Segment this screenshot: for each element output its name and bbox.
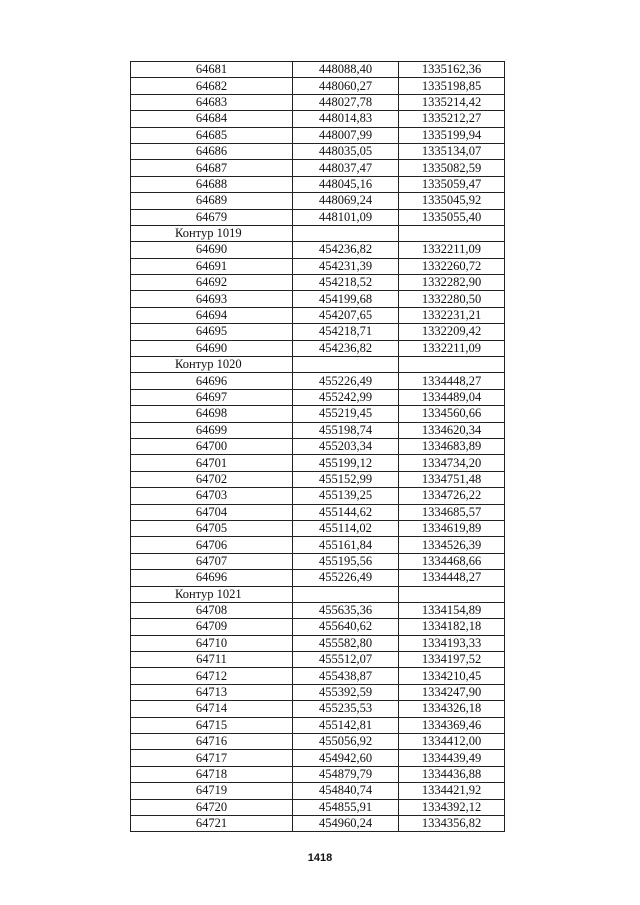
point-number-cell: 64695 (131, 324, 293, 340)
point-number-cell: 64685 (131, 127, 293, 143)
point-number-cell: 64694 (131, 307, 293, 323)
x-coordinate-cell: 448045,16 (293, 176, 399, 192)
empty-cell (399, 586, 505, 602)
y-coordinate-cell: 1334326,18 (399, 701, 505, 717)
y-coordinate-cell: 1335199,94 (399, 127, 505, 143)
coordinates-table (130, 61, 505, 832)
point-number-cell: 64683 (131, 94, 293, 110)
x-coordinate-cell: 448037,47 (293, 160, 399, 176)
table-row (131, 324, 505, 340)
point-number-cell: 64703 (131, 488, 293, 504)
page-number: 1418 (307, 852, 333, 864)
point-number-cell: 64679 (131, 209, 293, 225)
y-coordinate-cell: 1334154,89 (399, 602, 505, 618)
y-coordinate-cell: 1334620,34 (399, 422, 505, 438)
point-number-cell: 64684 (131, 111, 293, 127)
x-coordinate-cell: 455203,34 (293, 438, 399, 454)
table-row (131, 734, 505, 750)
y-coordinate-cell: 1334726,22 (399, 488, 505, 504)
empty-cell (293, 225, 399, 241)
table-row (131, 291, 505, 307)
point-number-cell: 64713 (131, 684, 293, 700)
point-number-cell: 64690 (131, 340, 293, 356)
contour-label: Контур 1021 (131, 586, 293, 602)
y-coordinate-cell: 1335134,07 (399, 143, 505, 159)
point-number-cell: 64709 (131, 619, 293, 635)
x-coordinate-cell: 454207,65 (293, 307, 399, 323)
y-coordinate-cell: 1334421,92 (399, 783, 505, 799)
table-row (131, 389, 505, 405)
y-coordinate-cell: 1334197,52 (399, 652, 505, 668)
table-row (131, 242, 505, 258)
table-row (131, 668, 505, 684)
point-number-cell: 64700 (131, 438, 293, 454)
y-coordinate-cell: 1335082,59 (399, 160, 505, 176)
table-row (131, 750, 505, 766)
x-coordinate-cell: 455226,49 (293, 570, 399, 586)
x-coordinate-cell: 455219,45 (293, 406, 399, 422)
table-row (131, 471, 505, 487)
y-coordinate-cell: 1334734,20 (399, 455, 505, 471)
point-number-cell: 64681 (131, 62, 293, 78)
point-number-cell: 64699 (131, 422, 293, 438)
table-row (131, 275, 505, 291)
table-row (131, 553, 505, 569)
x-coordinate-cell: 448035,05 (293, 143, 399, 159)
table-row (131, 160, 505, 176)
coordinates-table-body (131, 62, 505, 832)
point-number-cell: 64693 (131, 291, 293, 307)
table-row (131, 570, 505, 586)
table-row (131, 422, 505, 438)
x-coordinate-cell: 448014,83 (293, 111, 399, 127)
x-coordinate-cell: 455198,74 (293, 422, 399, 438)
y-coordinate-cell: 1334751,48 (399, 471, 505, 487)
y-coordinate-cell: 1334489,04 (399, 389, 505, 405)
empty-cell (399, 357, 505, 373)
x-coordinate-cell: 455226,49 (293, 373, 399, 389)
y-coordinate-cell: 1332231,21 (399, 307, 505, 323)
table-row (131, 652, 505, 668)
point-number-cell: 64711 (131, 652, 293, 668)
y-coordinate-cell: 1334685,57 (399, 504, 505, 520)
point-number-cell: 64692 (131, 275, 293, 291)
x-coordinate-cell: 455199,12 (293, 455, 399, 471)
table-row (131, 766, 505, 782)
x-coordinate-cell: 454236,82 (293, 242, 399, 258)
point-number-cell: 64682 (131, 78, 293, 94)
table-row (131, 455, 505, 471)
y-coordinate-cell: 1334247,90 (399, 684, 505, 700)
y-coordinate-cell: 1335212,27 (399, 111, 505, 127)
contour-label: Контур 1019 (131, 225, 293, 241)
x-coordinate-cell: 454236,82 (293, 340, 399, 356)
y-coordinate-cell: 1332209,42 (399, 324, 505, 340)
point-number-cell: 64690 (131, 242, 293, 258)
x-coordinate-cell: 455144,62 (293, 504, 399, 520)
contour-header-row (131, 586, 505, 602)
y-coordinate-cell: 1334448,27 (399, 570, 505, 586)
table-row (131, 94, 505, 110)
x-coordinate-cell: 455195,56 (293, 553, 399, 569)
empty-cell (293, 357, 399, 373)
y-coordinate-cell: 1332282,90 (399, 275, 505, 291)
x-coordinate-cell: 448101,09 (293, 209, 399, 225)
y-coordinate-cell: 1334356,82 (399, 815, 505, 831)
contour-label: Контур 1020 (131, 357, 293, 373)
point-number-cell: 64691 (131, 258, 293, 274)
y-coordinate-cell: 1334436,88 (399, 766, 505, 782)
table-row (131, 635, 505, 651)
table-row (131, 62, 505, 78)
x-coordinate-cell: 454840,74 (293, 783, 399, 799)
y-coordinate-cell: 1335045,92 (399, 193, 505, 209)
x-coordinate-cell: 455438,87 (293, 668, 399, 684)
x-coordinate-cell: 454218,52 (293, 275, 399, 291)
point-number-cell: 64704 (131, 504, 293, 520)
y-coordinate-cell: 1334210,45 (399, 668, 505, 684)
table-row (131, 127, 505, 143)
x-coordinate-cell: 455582,80 (293, 635, 399, 651)
x-coordinate-cell: 454231,39 (293, 258, 399, 274)
y-coordinate-cell: 1335214,42 (399, 94, 505, 110)
x-coordinate-cell: 455152,99 (293, 471, 399, 487)
point-number-cell: 64697 (131, 389, 293, 405)
table-row (131, 520, 505, 536)
x-coordinate-cell: 454199,68 (293, 291, 399, 307)
table-row (131, 783, 505, 799)
y-coordinate-cell: 1332260,72 (399, 258, 505, 274)
y-coordinate-cell: 1334683,89 (399, 438, 505, 454)
x-coordinate-cell: 454942,60 (293, 750, 399, 766)
contour-header-row (131, 357, 505, 373)
table-row (131, 258, 505, 274)
point-number-cell: 64720 (131, 799, 293, 815)
point-number-cell: 64698 (131, 406, 293, 422)
x-coordinate-cell: 455635,36 (293, 602, 399, 618)
table-row (131, 406, 505, 422)
point-number-cell: 64686 (131, 143, 293, 159)
point-number-cell: 64721 (131, 815, 293, 831)
y-coordinate-cell: 1334439,49 (399, 750, 505, 766)
x-coordinate-cell: 455392,59 (293, 684, 399, 700)
point-number-cell: 64687 (131, 160, 293, 176)
point-number-cell: 64715 (131, 717, 293, 733)
table-row (131, 340, 505, 356)
x-coordinate-cell: 455235,53 (293, 701, 399, 717)
y-coordinate-cell: 1334392,12 (399, 799, 505, 815)
y-coordinate-cell: 1334412,00 (399, 734, 505, 750)
table-row (131, 176, 505, 192)
table-row (131, 684, 505, 700)
y-coordinate-cell: 1332280,50 (399, 291, 505, 307)
table-row (131, 193, 505, 209)
x-coordinate-cell: 455242,99 (293, 389, 399, 405)
x-coordinate-cell: 455142,81 (293, 717, 399, 733)
point-number-cell: 64696 (131, 373, 293, 389)
table-row (131, 815, 505, 831)
y-coordinate-cell: 1332211,09 (399, 340, 505, 356)
point-number-cell: 64717 (131, 750, 293, 766)
table-row (131, 209, 505, 225)
x-coordinate-cell: 448069,24 (293, 193, 399, 209)
table-row (131, 488, 505, 504)
y-coordinate-cell: 1335055,40 (399, 209, 505, 225)
empty-cell (293, 586, 399, 602)
table-row (131, 701, 505, 717)
y-coordinate-cell: 1334526,39 (399, 537, 505, 553)
contour-header-row (131, 225, 505, 241)
table-row (131, 799, 505, 815)
empty-cell (399, 225, 505, 241)
table-row (131, 619, 505, 635)
y-coordinate-cell: 1334560,66 (399, 406, 505, 422)
y-coordinate-cell: 1335162,36 (399, 62, 505, 78)
y-coordinate-cell: 1334182,18 (399, 619, 505, 635)
x-coordinate-cell: 454855,91 (293, 799, 399, 815)
y-coordinate-cell: 1334619,89 (399, 520, 505, 536)
x-coordinate-cell: 448088,40 (293, 62, 399, 78)
x-coordinate-cell: 455056,92 (293, 734, 399, 750)
x-coordinate-cell: 454879,79 (293, 766, 399, 782)
y-coordinate-cell: 1335059,47 (399, 176, 505, 192)
x-coordinate-cell: 454960,24 (293, 815, 399, 831)
x-coordinate-cell: 455139,25 (293, 488, 399, 504)
table-row (131, 438, 505, 454)
point-number-cell: 64689 (131, 193, 293, 209)
y-coordinate-cell: 1332211,09 (399, 242, 505, 258)
point-number-cell: 64714 (131, 701, 293, 717)
table-row (131, 537, 505, 553)
y-coordinate-cell: 1334369,46 (399, 717, 505, 733)
point-number-cell: 64701 (131, 455, 293, 471)
point-number-cell: 64705 (131, 520, 293, 536)
x-coordinate-cell: 455161,84 (293, 537, 399, 553)
y-coordinate-cell: 1334448,27 (399, 373, 505, 389)
point-number-cell: 64708 (131, 602, 293, 618)
y-coordinate-cell: 1335198,85 (399, 78, 505, 94)
point-number-cell: 64716 (131, 734, 293, 750)
point-number-cell: 64688 (131, 176, 293, 192)
table-row (131, 717, 505, 733)
table-row (131, 111, 505, 127)
x-coordinate-cell: 455640,62 (293, 619, 399, 635)
x-coordinate-cell: 454218,71 (293, 324, 399, 340)
point-number-cell: 64696 (131, 570, 293, 586)
x-coordinate-cell: 455512,07 (293, 652, 399, 668)
point-number-cell: 64712 (131, 668, 293, 684)
point-number-cell: 64706 (131, 537, 293, 553)
y-coordinate-cell: 1334193,33 (399, 635, 505, 651)
table-row (131, 143, 505, 159)
table-row (131, 373, 505, 389)
table-row (131, 504, 505, 520)
point-number-cell: 64718 (131, 766, 293, 782)
table-row (131, 602, 505, 618)
x-coordinate-cell: 448007,99 (293, 127, 399, 143)
point-number-cell: 64719 (131, 783, 293, 799)
table-row (131, 307, 505, 323)
y-coordinate-cell: 1334468,66 (399, 553, 505, 569)
x-coordinate-cell: 448027,78 (293, 94, 399, 110)
x-coordinate-cell: 448060,27 (293, 78, 399, 94)
x-coordinate-cell: 455114,02 (293, 520, 399, 536)
point-number-cell: 64707 (131, 553, 293, 569)
table-row (131, 78, 505, 94)
point-number-cell: 64710 (131, 635, 293, 651)
point-number-cell: 64702 (131, 471, 293, 487)
